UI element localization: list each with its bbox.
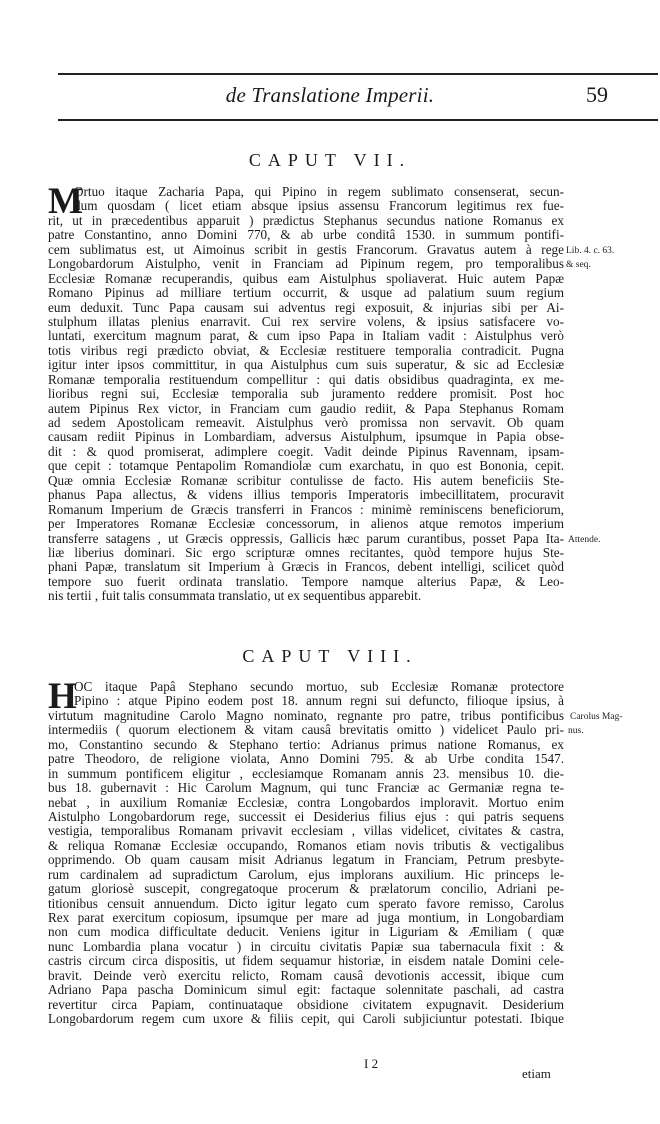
header-bottom-rule xyxy=(58,119,658,121)
text-line: autem Pipinus Rex victor, in Franciam cum gaudio rediit, & Papa Stephanus Romam xyxy=(48,400,564,416)
text-line: ad sedem Apostolicam remeavit. Aistulphus verò promissa non servavit. Ob quam xyxy=(48,415,564,430)
text-line: Quæ omnia Ecclesiæ Romanæ scribitur contulisse de facto. His autem beneficiis Ste- xyxy=(48,472,564,488)
text-line: dit : & quod promiserat, adimplere coegit. Vadit deinde Pipinus Ravennam, ipsam- xyxy=(48,443,564,459)
text-line: totis viribus regi prædicto obviat, & Ecclesiæ restituere temporalia contradicit. Pugna xyxy=(48,342,564,358)
text-line: Adriano Papa pascha Dominicum simul egit: factaque solennitate paschali, ad castra xyxy=(48,982,564,998)
text-line: causam rediit Pipinus in Lombardiam, adversus Aistulphum, ipsumque in Papia obse- xyxy=(48,429,564,445)
chapter-vii-body xyxy=(48,181,564,604)
chapter-heading-vii: CAPUT VII. xyxy=(248,150,412,170)
text-line: Longobardorum regem cum uxore & filiis cepit, qui Caroli subjiciuntur potestati. Ibique xyxy=(48,1011,564,1027)
text-line: bus 18. gubernavit : Hic Carolum Magnum, qui tunc Franciæ ac Germaniæ regna te- xyxy=(48,780,564,796)
text-line: mo, Constantino secundo & Stephano tertio: Adrianus primus natione Romanus, ex xyxy=(48,736,564,752)
text-line: tempore suo fuerit ordinata translatio. Tempore namque alterius Papæ, & Leo- xyxy=(48,573,564,589)
text-line: bravit. Deinde verò exercitu relicto, Romam causâ devotionis accessit, ibique cum xyxy=(48,967,564,983)
text-line: castris circum circa dispositis, ut fidem sequamur historiæ, in eisdem natale Domini cele- xyxy=(48,953,564,969)
text-line: lioribus regni sui, Ecclesiæ temporalia sub juramento reddere promisit. Post hoc xyxy=(48,386,564,402)
text-line: nis tertii , fuit talis consummata translatio, ut ex sequentibus apparebit. xyxy=(48,588,422,604)
text-line: Ecclesiæ Romanæ recuperandis, quibus eam Aistulphus spoliaverat. Huic autem Papæ xyxy=(48,270,564,286)
text-line: patre Constantino, anno Domini 770, & ab urbe conditâ 1530. in summum pontifi- xyxy=(48,227,564,243)
text-line: rum cardinalem ad supradictum Carolum, ejus implorans auxilium. Hic princeps le- xyxy=(48,866,564,882)
drop-cap-m: M xyxy=(48,181,83,222)
text-line: OC itaque Papâ Stephano secundo mortuo, sub Ecclesiæ Romanæ protectore xyxy=(74,679,564,694)
margin-note: Carolus Mag- xyxy=(570,711,623,722)
running-title: de Translatione Imperii. xyxy=(225,83,435,107)
text-line: liæ liberius dominari. Sic ergo scripturæ omnes recitantes, quòd tempore hujus Ste- xyxy=(48,544,564,560)
margin-note: & seq. xyxy=(566,260,591,271)
text-line: phani Papæ, translatum sit Imperium à Græcis in Francos, debent intelligi, scilicet quòd xyxy=(48,559,564,575)
text-line: luntati, exercitum magnum parat, & cum ipso Papa in Italiam vadit : Aistulphus verò xyxy=(48,328,564,344)
text-line: vestigia, temporalibus Romanam privavit ecclesiam , villas videlicet, civitates & castra, xyxy=(48,823,564,839)
margin-note: Lib. 4. c. 63. xyxy=(566,245,615,256)
text-line: Romanæ temporalia restituendum compellitur : qui datis obsidibus quadraginta, ex me- xyxy=(48,371,564,387)
header-top-rule xyxy=(58,73,658,75)
text-line: nunc Lombardia plana vocatur ) in circuitu civitatis Papiæ sua tabernacula fixit : & xyxy=(48,938,564,954)
text-line: eum deduxit. Tunc Papa causam sui adventus regi exposuit, & injurias sibi per Ai- xyxy=(48,299,564,315)
text-line: revertitur circa Papiam, continuataque obsidione civitatem expugnavit. Desiderium xyxy=(48,996,564,1012)
text-line: patre Theodoro, de religione violata, Anno Domini 795. & ab Urbe condita 1547. xyxy=(48,751,564,767)
text-line: virtutum magnitudine Carolo Magno nominato, regnante pro patre, tribus pontificibus xyxy=(48,707,564,723)
text-line: Romano Pipinus ad milliare tertium occurrit, & usque ad palatium suum regium xyxy=(48,285,564,301)
text-line: cem sublimatus est, ut Aimoinus scribit in gestis Francorum. Gravatus autem à rege xyxy=(48,241,564,257)
text-line: titionibus censuit annuendum. Dicto igitur legato cum sperato favore remisso, Carolus xyxy=(48,895,564,911)
chapter-viii-body xyxy=(48,676,564,1027)
page-number: 59 xyxy=(586,82,608,107)
text-line: & reliqua Romanæ Ecclesiæ occupando, Romanos etiam novis tributis & vectigalibus xyxy=(48,837,564,853)
text-line: non cum modica difficultate deducit. Veniens igitur in Liguriam & Æmiliam ( quæ xyxy=(48,924,564,940)
text-line: dum quosdam ( licet etiam absque ipsius assensu Francorum legitimus rex fue- xyxy=(74,198,564,214)
margin-note: Attende. xyxy=(568,534,601,545)
margin-note: nus. xyxy=(568,726,584,737)
catchword: etiam xyxy=(522,1066,551,1081)
drop-cap-h: H xyxy=(48,676,77,717)
text-line: Longobardorum Aistulpho, venit in Franciam ad Pipinum regem, pro temporalibus xyxy=(48,256,564,272)
text-line: Rex parat exercitum copiosum, ipsumque per mare ad juga montium, in Longobardiam xyxy=(48,910,564,925)
text-line: Aistulpho Longobardorum rege, successit ei Desiderius filius ejus : qui patris sequens xyxy=(48,808,564,824)
text-line: Ortuo itaque Zacharia Papa, qui Pipino in regem sublimato consenserat, secun- xyxy=(74,184,564,199)
text-line: Pipino : atque Pipino eodem post 18. annum regni sui defuncto, filioque ipsius, à xyxy=(74,693,564,709)
chapter-heading-viii: CAPUT VIII. xyxy=(242,646,418,666)
text-line: igitur inter ipsos committitur, in qua Aistulphus cum suis superatur, & sic ad Ecclesiæ xyxy=(48,357,564,373)
text-line: nebat , in auxilium Romaniæ Ecclesiæ, contra Longobardos imploravit. Mortuo enim xyxy=(48,794,564,810)
signature-mark: I 2 xyxy=(364,1056,379,1071)
text-line: opprimendo. Ob quam causam misit Adrianus legatum in Franciam, Petrum presbyte- xyxy=(48,852,564,868)
text-line: in summum pontificem eligitur , ecclesiamque Romanam annis 23. mensibus 10. die- xyxy=(48,765,564,781)
text-line: gatum gloriosè suscepit, congregatoque procerum & prælatorum concilio, Adriani pe- xyxy=(48,881,564,897)
text-line: stulphum illatas plenius enarravit. Cui rex servire volens, & ipsius satisfacere vo- xyxy=(48,313,564,329)
text-line: rit, ut in præcedentibus apparuit ) prædictus Stephanus secundus natione Romanus ex xyxy=(48,212,564,228)
text-line: per Imperatores Romanæ Ecclesiæ concessorum, in alienos atque remotos imperium xyxy=(48,516,564,532)
text-line: phanus Papa allectus, & videns illius temporis Imperatoris imbecillitatem, procuravit xyxy=(48,487,564,503)
text-line: que cepit : totamque Pentapolim Romandiolæ cum exarchatu, in quo est Bononia, cepit. xyxy=(48,458,564,474)
text-line: intermediis ( quorum electionem & vitam causâ brevitatis omitto ) videlicet Paulo pri- xyxy=(48,722,564,738)
text-line: Romanum Imperium de Græcis transferri in Francos : minimè reminiscens beneficiorum, xyxy=(48,501,564,517)
text-line: transferre satagens , ut Græcis oppressis, Gallicis hæc parum curantibus, posset Papa Ita- xyxy=(48,530,564,546)
